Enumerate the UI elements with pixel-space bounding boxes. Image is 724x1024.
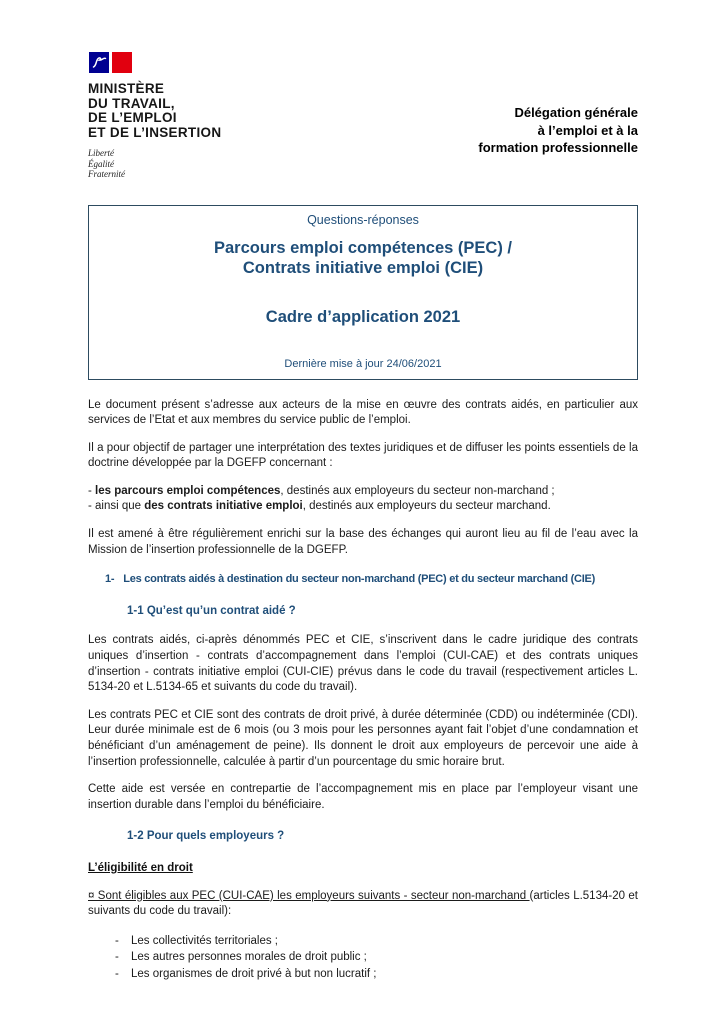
document-kicker: Questions-réponses <box>307 212 419 227</box>
paragraph-eligible-employers <box>88 889 638 920</box>
list-item <box>88 934 638 950</box>
ministry-name <box>88 82 221 140</box>
ministry-name-line: DE L’EMPLOI <box>88 110 177 125</box>
delegation-block <box>478 104 638 157</box>
section-heading-1 <box>105 572 638 588</box>
title-box <box>88 205 638 380</box>
subsection-heading-1-1: 1-1 Qu’est qu’un contrat aidé ? <box>127 604 296 617</box>
list-item <box>88 950 638 966</box>
list-item <box>88 967 638 983</box>
eligibility-heading: L’éligibilité en droit <box>88 861 193 874</box>
list-item-bold: les parcours emploi compétences <box>95 484 281 497</box>
list-item-text: Les autres personnes morales de droit public ; <box>131 951 367 964</box>
marianne-silhouette-icon <box>89 52 109 73</box>
paragraph-objective: Il a pour objectif de partager une interprétation des textes juridiques et de diffuser les points essentiels de la doctrine développée par la DGEFP concernant : <box>88 441 638 470</box>
delegation-line: à l’emploi et à la <box>537 122 638 138</box>
paragraph-enrichment: Il est amené à être régulièrement enrichi sur la base des échanges qui auront lieu au fil de l’eau avec la Mission de l’insertion professionnelle de la DGEFP. <box>88 528 638 556</box>
dash-bullet: - <box>115 967 119 980</box>
motto-line: Fraternité <box>88 169 125 179</box>
dash-bullet: - <box>115 934 119 947</box>
document-title-line: Parcours emploi compétences (PEC) / <box>213 238 512 257</box>
eligible-employers-rest: (articles L.5134-20 et suivants du code du travail): <box>88 889 638 918</box>
paragraph-aid-counterpart: Cette aide est versée en contrepartie de l’accompagnement mis en place par l’employeur visant une insertion durable dans l’emploi du bénéficiaire. <box>88 783 638 811</box>
document-subtitle: Cadre d’application 2021 <box>265 307 461 326</box>
section-number: 1- <box>105 573 115 586</box>
motto-line: Égalité <box>88 158 114 169</box>
section-title: Les contrats aidés à destination du secteur non-marchand (PEC) et du secteur marchand (CIE) <box>123 573 596 586</box>
list-item <box>88 484 638 500</box>
delegation-line: Délégation générale <box>514 105 638 120</box>
flag-red-panel <box>112 52 132 73</box>
list-item-rest: , destinés aux employeurs du secteur non-marchand ; <box>280 484 555 497</box>
motto-line: Liberté <box>88 148 114 158</box>
marianne-flag-logo <box>89 52 221 73</box>
last-update-date: Dernière mise à jour 24/06/2021 <box>284 357 442 370</box>
paragraph-intro: Le document présent s’adresse aux acteurs de la mise en œuvre des contrats aidés, en particulier aux services de l’Etat et aux membres du service public de l’emploi. <box>88 398 638 427</box>
list-item-rest: , destinés aux employeurs du secteur marchand. <box>302 500 551 513</box>
ministry-name-line: MINISTÈRE <box>88 81 165 96</box>
ministry-name-line: ET DE L’INSERTION <box>88 124 222 140</box>
document-title-line: Contrats initiative emploi (CIE) <box>242 258 484 277</box>
dash-bullet: - <box>115 951 119 964</box>
list-item-text: Les collectivités territoriales ; <box>131 934 278 947</box>
list-item-bold: des contrats initiative emploi <box>144 500 303 513</box>
paragraph-legal-framework: Les contrats aidés, ci-après dénommés PEC et CIE, s’inscrivent dans le cadre juridique des contrats uniques d’insertion - contrats d’accompagnement dans l’emploi (CUI-CAE) et des contrats uniques d’insertion - contrats initiative emploi (CUI-CIE) prévus dans le code du travail (respectivement articles L. 5134-20 et L.5134-65 et suivants du code du travail). <box>88 634 638 694</box>
list-item-text: Les organismes de droit privé à but non lucratif ; <box>131 967 377 980</box>
document-title <box>89 238 637 278</box>
delegation-line: formation professionnelle <box>478 140 638 155</box>
list-item <box>88 499 638 515</box>
document-body <box>88 398 638 983</box>
eligible-employers-list <box>88 934 638 983</box>
contract-type-list <box>88 484 638 515</box>
page-header <box>88 52 638 180</box>
republic-motto <box>88 148 221 180</box>
subsection-heading-1-2: 1-2 Pour quels employeurs ? <box>127 830 285 843</box>
flag-blue-panel <box>89 52 109 73</box>
paragraph-contract-nature: Les contrats PEC et CIE sont des contrats de droit privé, à durée déterminée (CDD) ou indéterminée (CDI). Leur durée minimale est de 6 mois (ou 3 mois pour les personnes ayant fait l’objet d’une condamnation et bénéficiant d’un aménagement de peine). Ils donnent le droit aux employeurs de percevoir une aide à l’insertion professionnelle, calculée à partir d’un pourcentage du smic horaire brut. <box>88 708 638 768</box>
ministry-name-line: DU TRAVAIL, <box>88 95 175 111</box>
list-item-prefix: - ainsi que <box>88 500 145 513</box>
eligible-employers-underlined: ¤ Sont éligibles aux PEC (CUI-CAE) les employeurs suivants - secteur non-marchand <box>88 889 530 902</box>
list-item-prefix: - <box>88 484 96 497</box>
ministry-block <box>88 52 221 180</box>
